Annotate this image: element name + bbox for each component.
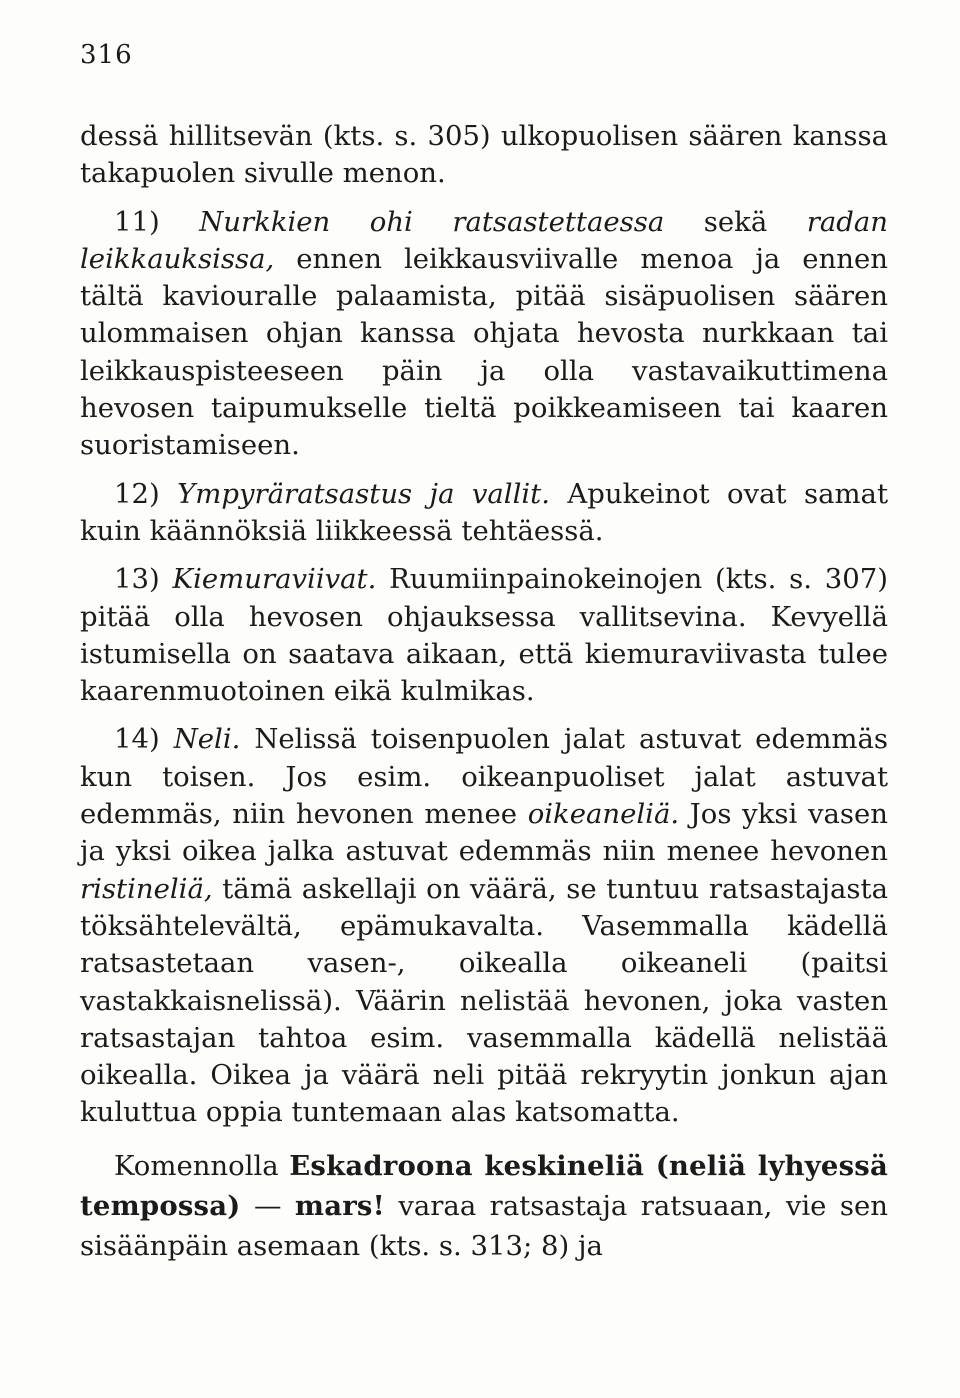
paragraph-text: Nelissä toisenpuolen jalat astuvat edemmäs kun toisen. Jos esim. oikeanpuoliset jalat astuvat edemmäs, niin hevonen menee: [80, 723, 888, 831]
paragraph-11: [80, 204, 888, 465]
paragraph-13: [80, 561, 888, 710]
item-number: 12): [114, 477, 160, 510]
emphasis-heading: Ympyräratsastus ja vallit.: [177, 477, 550, 510]
paragraph-text: varaa ratsastaja ratsuaan, vie sen sisäänpäin asemaan (kts. s. 313; 8) ja: [80, 1189, 888, 1262]
emphasis-term: oikeaneliä.: [527, 798, 680, 831]
paragraph-continuation: [80, 118, 888, 193]
paragraph-text: tämä askellaji on väärä, se tuntuu ratsastajasta töksähtelevältä, epämukavalta. Vasemmalla kädellä ratsastetaan vasen-, oikealla oikeaneli (paitsi vastakkaisnelissä). Väärin nelistää hevonen, joka vasten ratsastajan tahtoa esim. vasemmalla kädellä nelistää oikealla. Oikea ja väärä neli pitää rekryytin jonkun ajan kuluttua oppia tuntemaan alas katsomatta.: [80, 872, 888, 1129]
emphasis-heading: Neli.: [173, 723, 241, 756]
paragraph-command: [80, 1146, 888, 1266]
paragraph-14: [80, 721, 888, 1131]
emphasis-heading: Kiemuraviivat.: [172, 563, 377, 596]
emphasis-heading: radan leikkauksissa,: [80, 205, 888, 275]
paragraph-text: sekä: [703, 205, 768, 238]
paragraph-text: Ruumiinpainokeinojen (kts. s. 307) pitää olla hevosen ohjauksessa vallitsevina. Kevyellä istumisella on saatava aikaan, että kiemuraviivasta tulee kaarenmuotoinen eikä kulmikas.: [80, 563, 888, 708]
item-number: 13): [114, 563, 160, 596]
body-text: [80, 118, 888, 1266]
paragraph-text: ennen leikkausviivalle menoa ja ennen tältä kaviouralle palaamista, pitää sisäpuolisen säären ulommaisen ohjan kanssa ohjata hevosta nurkkaan tai leikkauspisteeseen päin ja olla vastavaikuttimena hevosen taipumukselle tieltä poikkeamiseen tai kaaren suoristamiseen.: [80, 242, 888, 462]
paragraph-text: Jos yksi vasen ja yksi oikea jalka astuvat edemmäs niin menee hevonen: [80, 798, 888, 868]
paragraph-text: Apukeinot ovat samat kuin käännöksiä liikkeessä tehtäessä.: [80, 477, 888, 547]
emphasis-heading: Nurkkien ohi ratsastettaessa: [199, 205, 665, 238]
paragraph-text: dessä hillitsevän (kts. s. 305) ulkopuolisen säären kanssa takapuolen sivulle menon.: [80, 120, 888, 190]
item-number: 14): [114, 723, 160, 756]
command-bold: mars!: [294, 1189, 385, 1222]
paragraph-12: [80, 476, 888, 551]
page-number: 316: [80, 40, 133, 70]
item-number: 11): [114, 205, 160, 238]
command-lead: Komennolla: [114, 1149, 279, 1182]
command-bold: Eskadroona keskineliä (neliä lyhyessä tempossa): [80, 1149, 888, 1222]
emphasis-term: ristineliä,: [80, 872, 213, 905]
command-dash: —: [253, 1189, 282, 1222]
